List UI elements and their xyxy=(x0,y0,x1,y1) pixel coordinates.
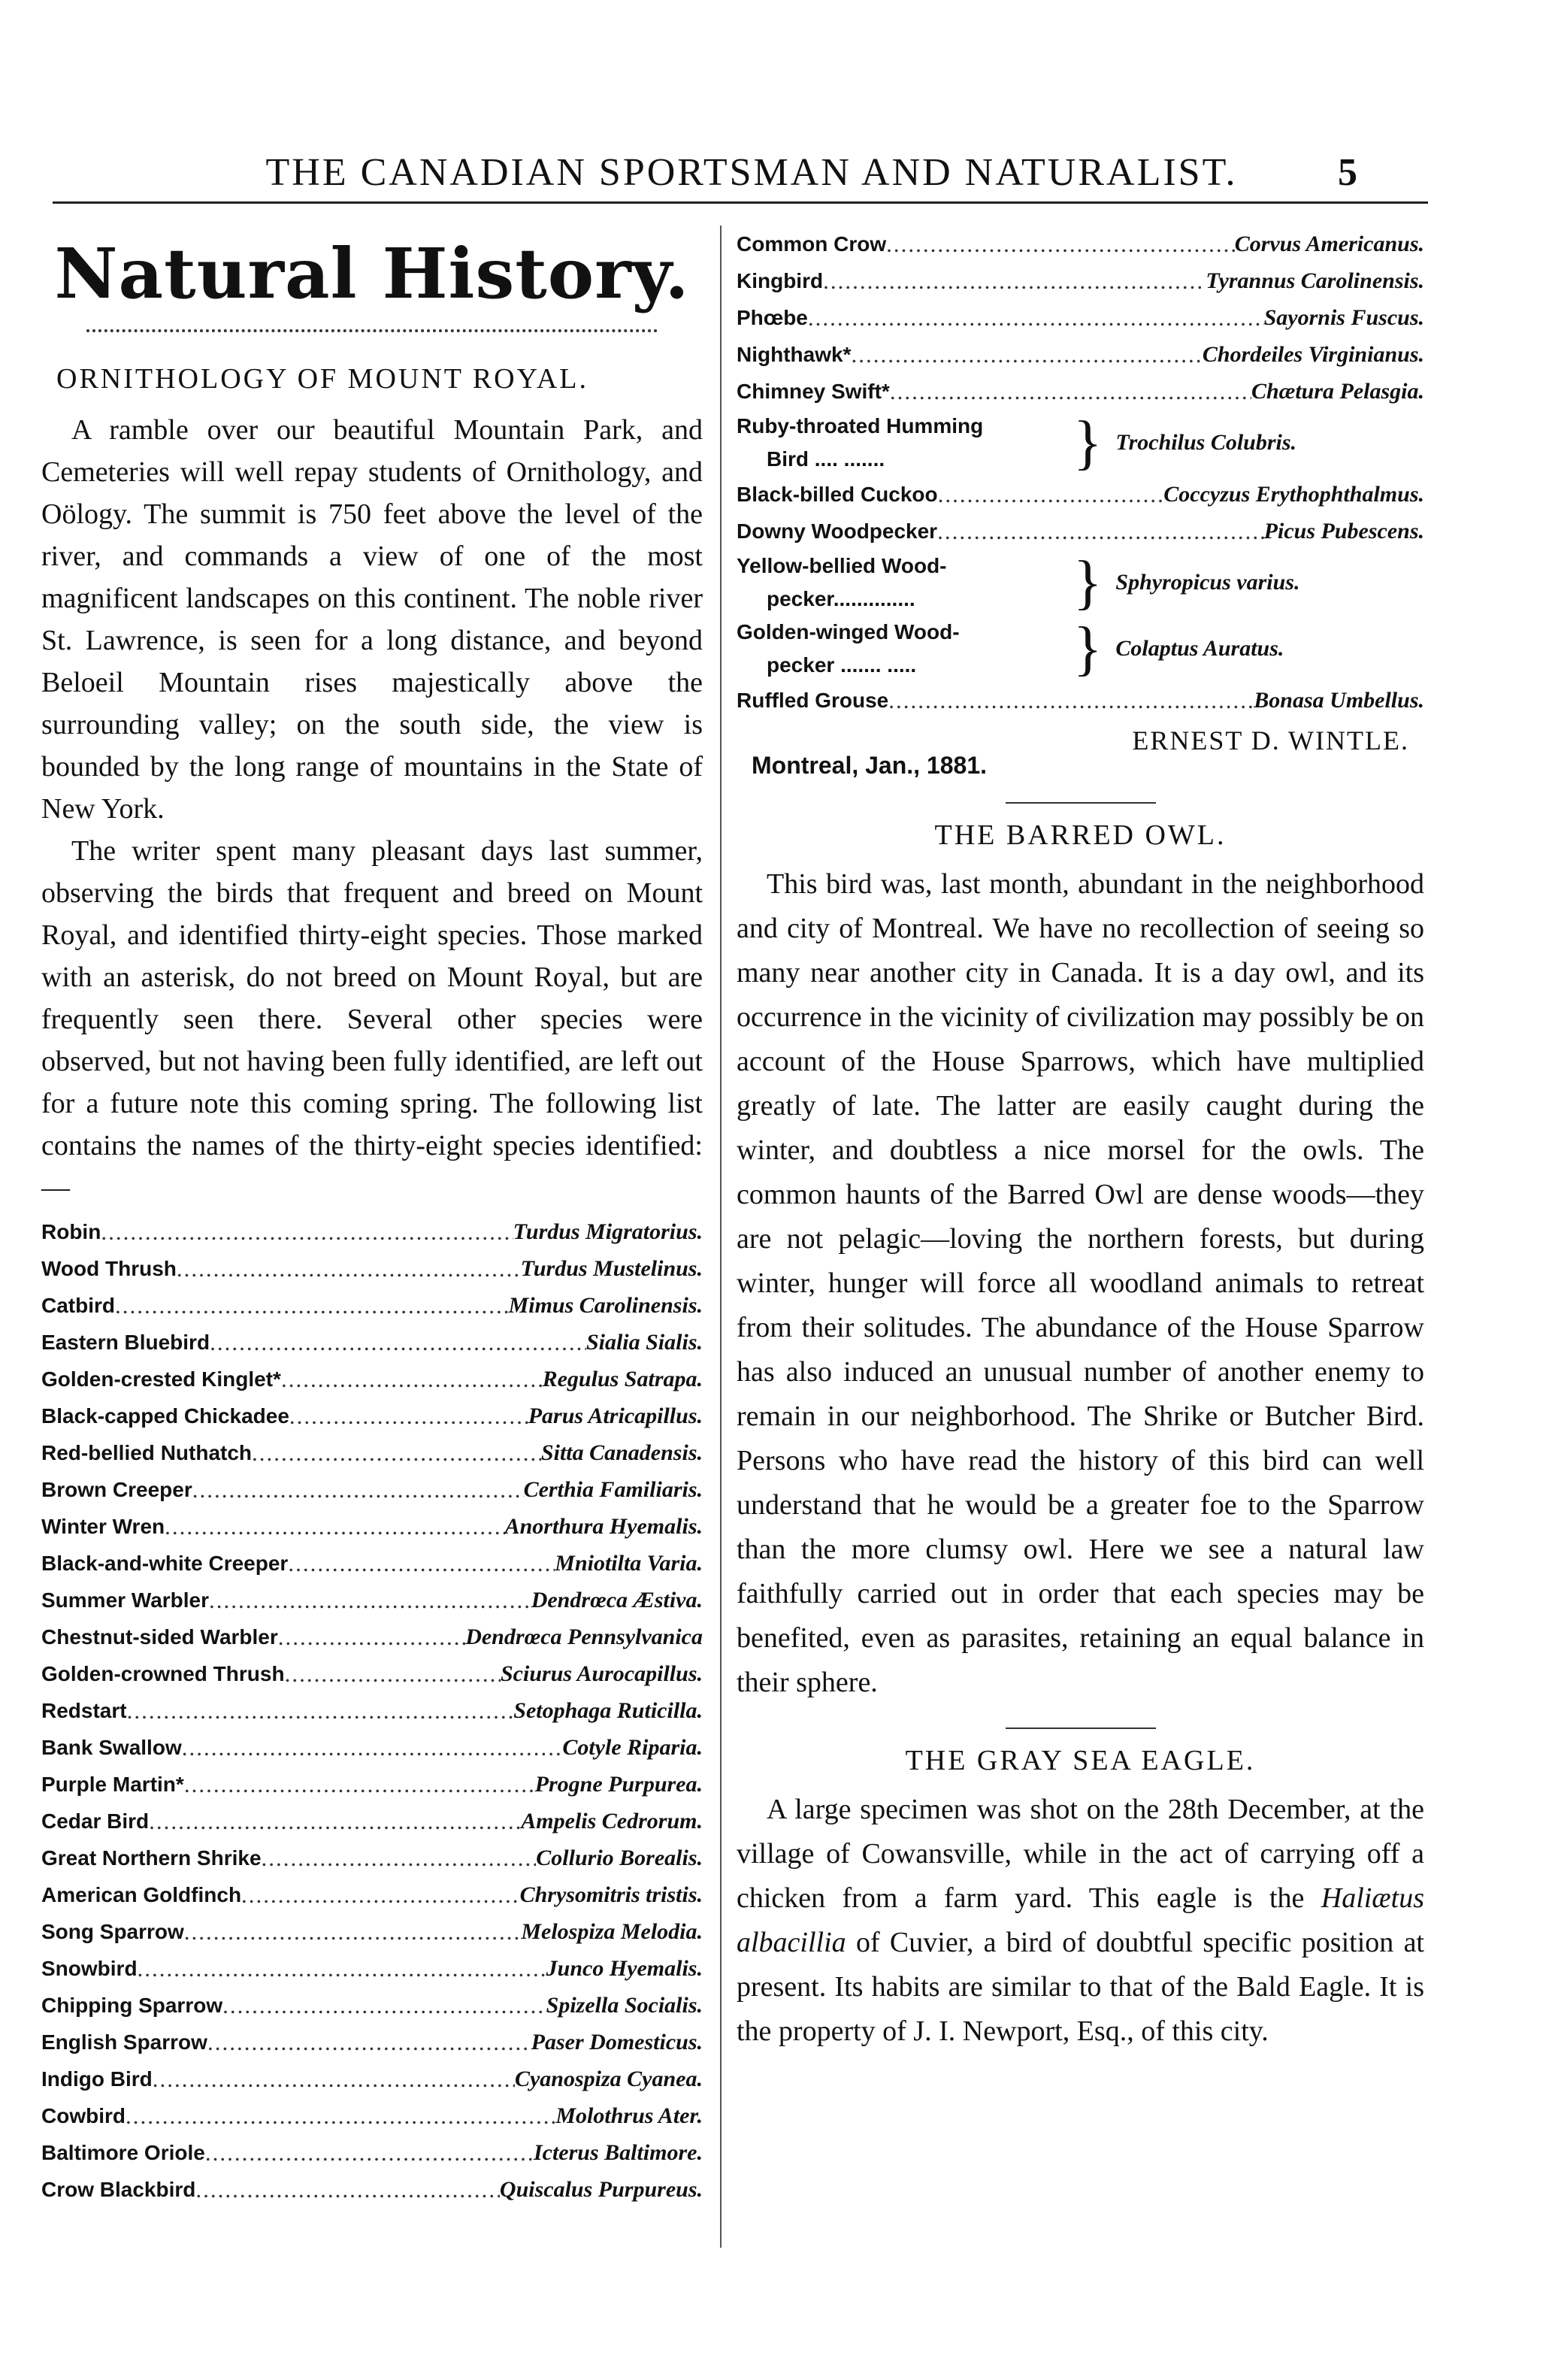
section-rule xyxy=(1006,1727,1156,1729)
species-common-name: Snowbird xyxy=(41,1957,138,1980)
species-row xyxy=(41,1250,703,1287)
species-latin-name: Chætura Pelasgia. xyxy=(1251,379,1424,404)
species-common-name: Black-and-white Creeper xyxy=(41,1552,289,1575)
species-row xyxy=(737,336,1424,373)
species-row xyxy=(41,1987,703,2024)
leader-dots xyxy=(153,2061,515,2097)
species-row xyxy=(41,1950,703,1987)
species-row xyxy=(41,1840,703,1876)
species-common-name: Golden-crowned Thrush xyxy=(41,1662,285,1685)
species-row xyxy=(41,1545,703,1582)
species-latin-name: Junco Hyemalis. xyxy=(546,1956,703,1981)
species-bracket-row xyxy=(737,550,1424,616)
species-bracket-row xyxy=(737,616,1424,682)
species-latin-name: Parus Atricapillus. xyxy=(528,1403,703,1428)
leader-dots xyxy=(195,2171,500,2208)
species-common-name: Nighthawk* xyxy=(737,343,852,366)
species-common-name: Ruffled Grouse xyxy=(737,689,889,712)
species-common-name-cont: pecker ....... ..... xyxy=(767,653,917,677)
species-common-name: Yellow-bellied Wood- xyxy=(737,554,947,577)
leader-dots xyxy=(262,1840,537,1876)
species-row xyxy=(41,1618,703,1655)
species-row xyxy=(41,2134,703,2171)
ornamental-rule xyxy=(86,329,658,332)
leader-dots xyxy=(127,1692,514,1729)
species-latin-name: Regulus Satrapa. xyxy=(542,1367,703,1391)
species-latin-name: Chordeiles Virginianus. xyxy=(1202,342,1424,367)
species-row xyxy=(41,1287,703,1324)
leader-dots xyxy=(937,513,1264,550)
species-common-name: Common Crow xyxy=(737,232,887,256)
species-common-name: Song Sparrow xyxy=(41,1920,184,1943)
species-row xyxy=(737,262,1424,299)
species-latin-name: Trochilus Colubris. xyxy=(1115,430,1297,455)
leader-dots xyxy=(192,1471,524,1508)
species-latin-name: Sitta Canadensis. xyxy=(540,1440,703,1465)
leader-dots xyxy=(138,1950,546,1987)
right-column xyxy=(737,226,1424,2054)
species-latin-name: Mniotilta Varia. xyxy=(555,1551,703,1576)
species-row xyxy=(41,1692,703,1729)
species-latin-name: Bonasa Umbellus. xyxy=(1254,688,1424,713)
leader-dots xyxy=(886,226,1235,262)
species-common-name: Chestnut-sided Warbler xyxy=(41,1625,278,1649)
species-common-name: Great Northern Shrike xyxy=(41,1846,262,1870)
species-latin-name: Progne Purpurea. xyxy=(534,1772,703,1797)
article-paragraph: The writer spent many pleasant days last summer, observing the birds that frequent and breed on Mount Royal, and identified thirty-eight species. Those marked with an asterisk, do not breed on Mount Royal, but are frequently seen there. Several other species were observed, but not having been fully identified, are left out for a future note this coming spring. The following list contains the names of the thirty-eight species identified:— xyxy=(41,835,703,1204)
species-common-name: Red-bellied Nuthatch xyxy=(41,1441,253,1464)
species-common-name: Redstart xyxy=(41,1699,127,1722)
leader-dots xyxy=(851,336,1202,373)
species-latin-name: Certhia Familiaris. xyxy=(523,1477,703,1502)
species-latin-name: Quiscalus Purpureus. xyxy=(499,2177,703,2202)
species-latin-name: Colaptus Auratus. xyxy=(1115,636,1284,661)
species-latin-name: Chrysomitris tristis. xyxy=(519,1882,703,1907)
section-title: Natural History. xyxy=(54,233,690,314)
species-row xyxy=(737,476,1424,513)
gray-sea-eagle-title: THE GRAY SEA EAGLE. xyxy=(905,1745,1256,1776)
page-number: 5 xyxy=(1338,151,1357,194)
species-latin-name: Turdus Migratorius. xyxy=(513,1219,703,1244)
leader-dots xyxy=(115,1287,509,1324)
species-latin-name: Picus Pubescens. xyxy=(1263,519,1424,544)
leader-dots xyxy=(209,1582,531,1618)
species-common-name: Golden-crested Kinglet* xyxy=(41,1367,281,1391)
gray-sea-eagle-body xyxy=(737,1788,1424,2054)
species-common-name: Wood Thrush xyxy=(41,1257,177,1280)
species-common-name: Baltimore Oriole xyxy=(41,2141,205,2164)
species-latin-name: Anorthura Hyemalis. xyxy=(504,1514,703,1539)
species-common-name-cont: pecker.............. xyxy=(767,587,915,610)
species-common-name: Crow Blackbird xyxy=(41,2178,196,2201)
species-latin-name: Sayornis Fuscus. xyxy=(1263,305,1424,330)
left-column xyxy=(41,226,703,2208)
species-row xyxy=(41,1508,703,1545)
species-latin-name: Corvus Americanus. xyxy=(1234,232,1424,256)
leader-dots xyxy=(205,2134,534,2171)
leader-dots xyxy=(184,1766,535,1803)
barred-owl-body xyxy=(737,862,1424,1705)
species-common-name: Cowbird xyxy=(41,2104,126,2127)
leader-dots xyxy=(207,2024,531,2061)
species-list-continued xyxy=(737,682,1424,719)
species-common-name: Ruby-throated Humming xyxy=(737,414,984,438)
species-common-name: American Goldfinch xyxy=(41,1883,242,1906)
leader-dots xyxy=(278,1618,465,1655)
species-latin-name: Turdus Mustelinus. xyxy=(520,1256,703,1281)
species-list-continued xyxy=(737,476,1424,550)
eagle-latin-name: Haliætus albacillia xyxy=(737,1882,1424,1958)
barred-owl-paragraph: This bird was, last month, abundant in the neighborhood and city of Montreal. We have no recollection of seeing so many near another city in Canada. It is a day owl, and its occurrence in the vicinity of civilization may possibly be on account of the House Sparrows, which have multiplied greatly of late. The latter are easily caught during the winter, and doubtless a nice morsel for the owls. The common haunts of the Barred Owl are dense woods—they are not pelagic—loving the northern forests, but during winter, hunger will force all woodland animals to retreat from their solitudes. The abundance of the House Sparrow has also induced an unusual number of another enemy to remain in our neighborhood. The Shrike or Butcher Bird. Persons who have read the history of this bird can well understand that he would be a greater foe to the Sparrow than the more clumsy owl. Here we see a natural law faithfully carried out in order that each species may be benefited, even as parasites, retaining an equal balance in their sphere. xyxy=(737,868,1424,1698)
species-common-name: Catbird xyxy=(41,1294,115,1317)
species-row xyxy=(737,299,1424,336)
leader-dots xyxy=(165,1508,504,1545)
species-common-name: Brown Creeper xyxy=(41,1478,192,1501)
species-row xyxy=(41,1766,703,1803)
species-common-name: Summer Warbler xyxy=(41,1588,210,1612)
leader-dots xyxy=(222,1987,546,2024)
species-row xyxy=(41,2061,703,2097)
page-header-title: THE CANADIAN SPORTSMAN AND NATURALIST. xyxy=(265,151,1238,194)
eagle-text-part: A large specimen was shot on the 28th December, at the village of Cowansville, while in the act of carrying off a chicken from a farm yard. This eagle is the xyxy=(737,1794,1424,1914)
leader-dots xyxy=(288,1545,555,1582)
species-common-name: Bank Swallow xyxy=(41,1736,182,1759)
species-latin-name: Sialia Sialis. xyxy=(585,1330,703,1355)
species-common-name: Black-billed Cuckoo xyxy=(737,483,938,506)
leader-dots xyxy=(101,1213,513,1250)
leader-dots xyxy=(182,1729,563,1766)
species-latin-name: Spizella Socialis. xyxy=(546,1993,703,2018)
header-rule xyxy=(53,201,1428,204)
species-common-name: Downy Woodpecker xyxy=(737,519,938,543)
species-row xyxy=(41,1471,703,1508)
species-common-name: Cedar Bird xyxy=(41,1809,150,1833)
species-common-name: Kingbird xyxy=(737,269,824,292)
species-latin-name: Ampelis Cedrorum. xyxy=(521,1809,703,1833)
leader-dots xyxy=(890,373,1251,410)
leader-dots xyxy=(285,1655,501,1692)
species-latin-name: Setophaga Ruticilla. xyxy=(513,1698,703,1723)
species-row xyxy=(41,1876,703,1913)
species-latin-name: Collurio Borealis. xyxy=(536,1846,703,1870)
gray-sea-eagle-paragraph xyxy=(737,1788,1424,2054)
species-row xyxy=(41,2024,703,2061)
leader-dots xyxy=(149,1803,521,1840)
dateline: Montreal, Jan., 1881. xyxy=(752,752,988,779)
species-latin-name: Dendrœca Pennsylvanica xyxy=(465,1625,703,1649)
species-common-name: Robin xyxy=(41,1220,101,1243)
species-row xyxy=(737,373,1424,410)
species-latin-name: Melospiza Melodia. xyxy=(521,1919,703,1944)
species-row xyxy=(41,1213,703,1250)
leader-dots xyxy=(126,2097,555,2134)
species-latin-name: Mimus Carolinensis. xyxy=(508,1293,703,1318)
species-common-name: English Sparrow xyxy=(41,2030,207,2054)
species-common-name: Purple Martin* xyxy=(41,1773,184,1796)
eagle-text-part: of Cuvier, a bird of doubtful specific position at present. Its habits are similar to that of the Bald Eagle. It is the property of J. I. Newport, Esq., of this city. xyxy=(737,1927,1424,2047)
leader-dots xyxy=(241,1876,520,1913)
species-latin-name: Sphyropicus varius. xyxy=(1115,570,1300,595)
species-row xyxy=(737,682,1424,719)
species-row xyxy=(41,2171,703,2208)
species-bracket-row xyxy=(737,410,1424,476)
species-row xyxy=(41,1582,703,1618)
leader-dots xyxy=(289,1397,528,1434)
author-signature: ERNEST D. WINTLE. xyxy=(1132,725,1409,755)
species-latin-name: Coccyzus Erythophthalmus. xyxy=(1163,482,1424,507)
barred-owl-title: THE BARRED OWL. xyxy=(934,819,1227,851)
article-body xyxy=(41,409,703,1209)
species-common-name-cont: Bird .... ....... xyxy=(767,447,885,471)
leader-dots xyxy=(252,1434,541,1471)
species-latin-name: Dendrœca Æstiva. xyxy=(531,1588,703,1612)
species-row xyxy=(41,1361,703,1397)
species-row xyxy=(41,1729,703,1766)
brace-glyph: } xyxy=(1073,410,1103,476)
species-row xyxy=(41,1913,703,1950)
leader-dots xyxy=(938,476,1164,513)
column-divider xyxy=(720,226,722,2248)
species-latin-name: Icterus Baltimore. xyxy=(533,2140,703,2165)
leader-dots xyxy=(210,1324,586,1361)
species-row xyxy=(41,1434,703,1471)
leader-dots xyxy=(281,1361,543,1397)
section-rule xyxy=(1006,802,1156,804)
species-common-name: Black-capped Chickadee xyxy=(41,1404,289,1428)
article-paragraph: A ramble over our beautiful Mountain Park, and Cemeteries will well repay students of Ornithology, and Oölogy. The summit is 750 feet above the level of the river, and commands a view of one of the most magnificent landscapes on this continent. The noble river St. Lawrence, is seen for a long distance, and beyond Beloeil Mountain rises majestically above the surrounding valley; on the south side, the view is bounded by the long range of mountains in the State of New York. xyxy=(41,414,703,825)
species-common-name: Indigo Bird xyxy=(41,2067,153,2091)
species-row xyxy=(737,513,1424,550)
species-common-name: Eastern Bluebird xyxy=(41,1331,210,1354)
species-list xyxy=(41,1213,703,2208)
species-row xyxy=(41,1324,703,1361)
leader-dots xyxy=(823,262,1206,299)
species-list-continued xyxy=(737,226,1424,410)
species-row xyxy=(737,226,1424,262)
species-common-name: Phœbe xyxy=(737,306,808,329)
species-latin-name: Paser Domesticus. xyxy=(531,2030,703,2054)
species-row xyxy=(41,1803,703,1840)
species-row xyxy=(41,1397,703,1434)
species-common-name: Winter Wren xyxy=(41,1515,165,1538)
article-title: ORNITHOLOGY OF MOUNT ROYAL. xyxy=(56,363,588,395)
leader-dots xyxy=(177,1250,521,1287)
species-latin-name: Cyanospiza Cyanea. xyxy=(514,2067,703,2091)
species-latin-name: Molothrus Ater. xyxy=(555,2103,703,2128)
species-row xyxy=(41,1655,703,1692)
species-common-name: Chimney Swift* xyxy=(737,380,890,403)
species-common-name: Chipping Sparrow xyxy=(41,1994,223,2017)
species-row xyxy=(41,2097,703,2134)
species-common-name: Golden-winged Wood- xyxy=(737,620,960,643)
species-latin-name: Sciurus Aurocapillus. xyxy=(501,1661,703,1686)
leader-dots xyxy=(808,299,1264,336)
leader-dots xyxy=(184,1913,522,1950)
species-latin-name: Tyrannus Carolinensis. xyxy=(1206,268,1424,293)
species-latin-name: Cotyle Riparia. xyxy=(562,1735,703,1760)
brace-glyph: } xyxy=(1073,616,1103,682)
leader-dots xyxy=(888,682,1254,719)
brace-glyph: } xyxy=(1073,550,1103,616)
